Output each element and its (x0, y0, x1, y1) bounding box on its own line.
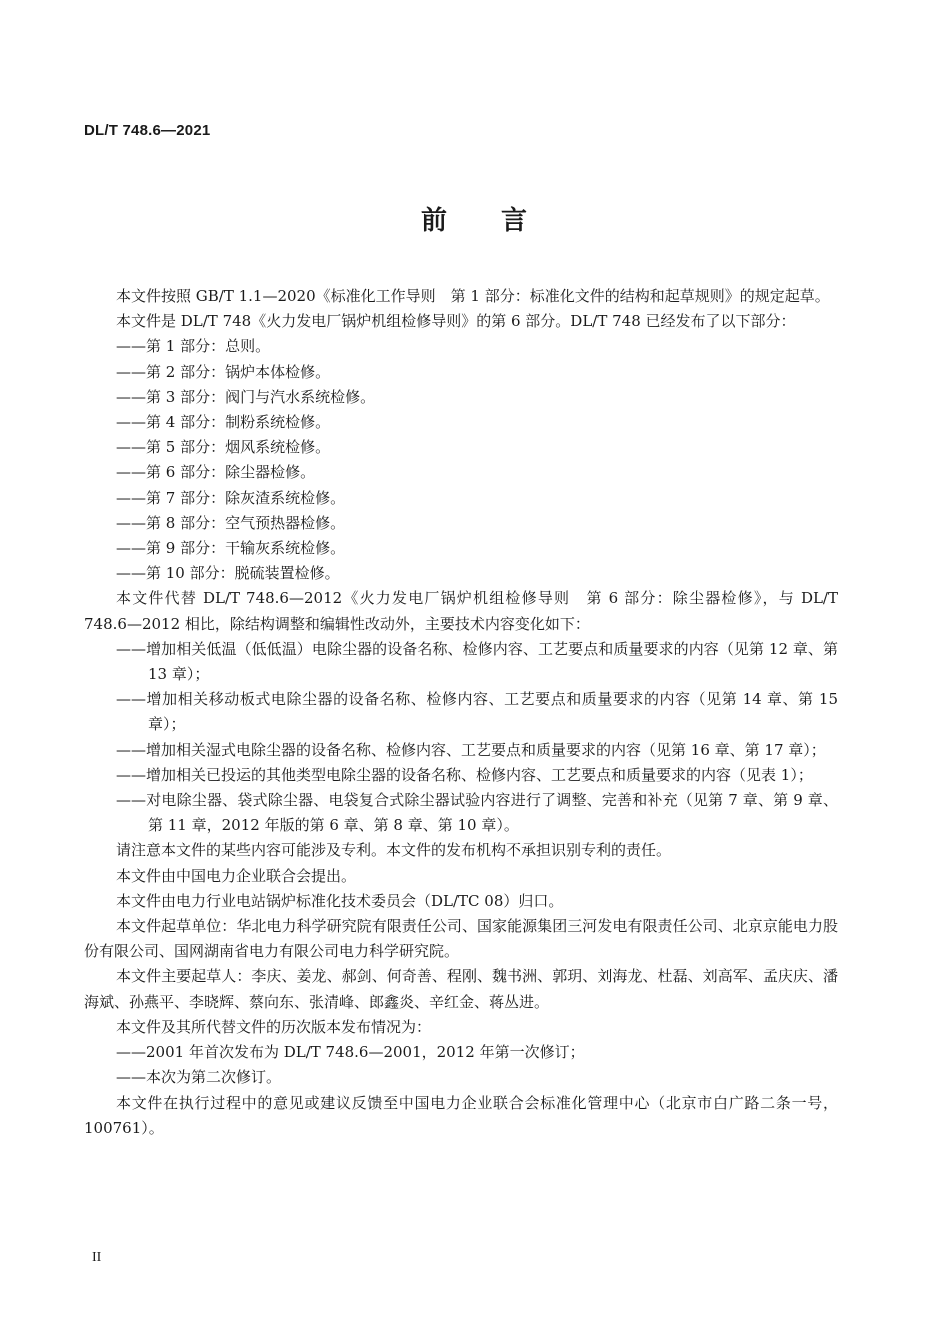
document-code: DL/T 748.6—2021 (84, 122, 211, 139)
title-char-2: 言 (501, 206, 530, 236)
paragraph-history-intro: 本文件及其所代替文件的历次版本发布情况为： (116, 1017, 432, 1036)
title-char-1: 前 (420, 206, 449, 236)
part-list-item: ——第 9 部分：干输灰系统检修。 (116, 539, 346, 558)
part-list-item: ——第 2 部分：锅炉本体检修。 (116, 362, 331, 381)
change-list-item: ——对电除尘器、袋式除尘器、电袋复合式除尘器试验内容进行了调整、完善和补充（见第 7 章、第 9 章、第 11 章，2012 年版的第 6 章、第 8 章、第 10 章）。 (116, 791, 838, 835)
paragraph-drafters: 本文件主要起草人：李庆、姜龙、郝剑、何奇善、程刚、魏书洲、郭玥、刘海龙、杜磊、刘高军、孟庆庆、潘海斌、孙燕平、李晓辉、蔡向东、张清峰、郎鑫炎、辛红金、蒋丛进。 (84, 967, 838, 1011)
paragraph-drafting-rules: 本文件按照 GB/T 1.1—2020《标准化工作导则 第 1 部分：标准化文件的结构和起草规则》的规定起草。 (116, 287, 830, 305)
paragraph-replacement: 本文件代替 DL/T 748.6—2012《火力发电厂锅炉机组检修导则 第 6 部分：除尘器检修》，与 DL/T 748.6—2012 相比，除结构调整和编辑性改动外，主要技术内容变化如下： (84, 589, 838, 633)
part-list-item: ——第 5 部分：烟风系统检修。 (116, 438, 331, 457)
part-list-item: ——第 1 部分：总则。 (116, 337, 271, 356)
change-list-item: ——增加相关低温（低低温）电除尘器的设备名称、检修内容、工艺要点和质量要求的内容（见第 12 章、第 13 章）； (116, 639, 838, 684)
change-list-item: ——增加相关移动板式电除尘器的设备名称、检修内容、工艺要点和质量要求的内容（见第 14 章、第 15 章）； (116, 690, 838, 734)
history-list-item: ——2001 年首次发布为 DL/T 748.6—2001，2012 年第一次修订； (116, 1043, 585, 1062)
part-list-item: ——第 8 部分：空气预热器检修。 (116, 513, 346, 532)
paragraph-feedback: 本文件在执行过程中的意见或建议反馈至中国电力企业联合会标准化管理中心（北京市白广路二条一号，100761）。 (84, 1093, 838, 1137)
page-number: II (92, 1250, 102, 1265)
paragraph-patent-notice: 请注意本文件的某些内容可能涉及专利。本文件的发布机构不承担识别专利的责任。 (116, 841, 672, 860)
page-title (0, 200, 950, 237)
foreword-body (84, 284, 838, 1141)
change-list-item: ——增加相关已投运的其他类型电除尘器的设备名称、检修内容、工艺要点和质量要求的内容（见表 1）； (116, 765, 813, 784)
part-list-item: ——第 3 部分：阀门与汽水系统检修。 (116, 387, 376, 406)
change-list-item: ——增加相关湿式电除尘器的设备名称、检修内容、工艺要点和质量要求的内容（见第 16 章、第 17 章）； (116, 740, 826, 759)
part-list-item: ——第 6 部分：除尘器检修。 (116, 463, 316, 482)
history-list-item: ——本次为第二次修订。 (116, 1068, 282, 1087)
paragraph-proposer: 本文件由中国电力企业联合会提出。 (116, 866, 357, 885)
part-list-item: ——第 10 部分：脱硫装置检修。 (116, 564, 340, 583)
paragraph-series-intro: 本文件是 DL/T 748《火力发电厂锅炉机组检修导则》的第 6 部分。DL/T 748 已经发布了以下部分： (116, 312, 796, 331)
paragraph-committee: 本文件由电力行业电站锅炉标准化技术委员会（DL/TC 08）归口。 (116, 891, 564, 910)
part-list-item: ——第 7 部分：除灰渣系统检修。 (116, 488, 346, 507)
part-list-item: ——第 4 部分：制粉系统检修。 (116, 413, 331, 432)
paragraph-drafting-units: 本文件起草单位：华北电力科学研究院有限责任公司、国家能源集团三河发电有限责任公司、北京京能电力股份有限公司、国网湖南省电力有限公司电力科学研究院。 (84, 917, 838, 961)
